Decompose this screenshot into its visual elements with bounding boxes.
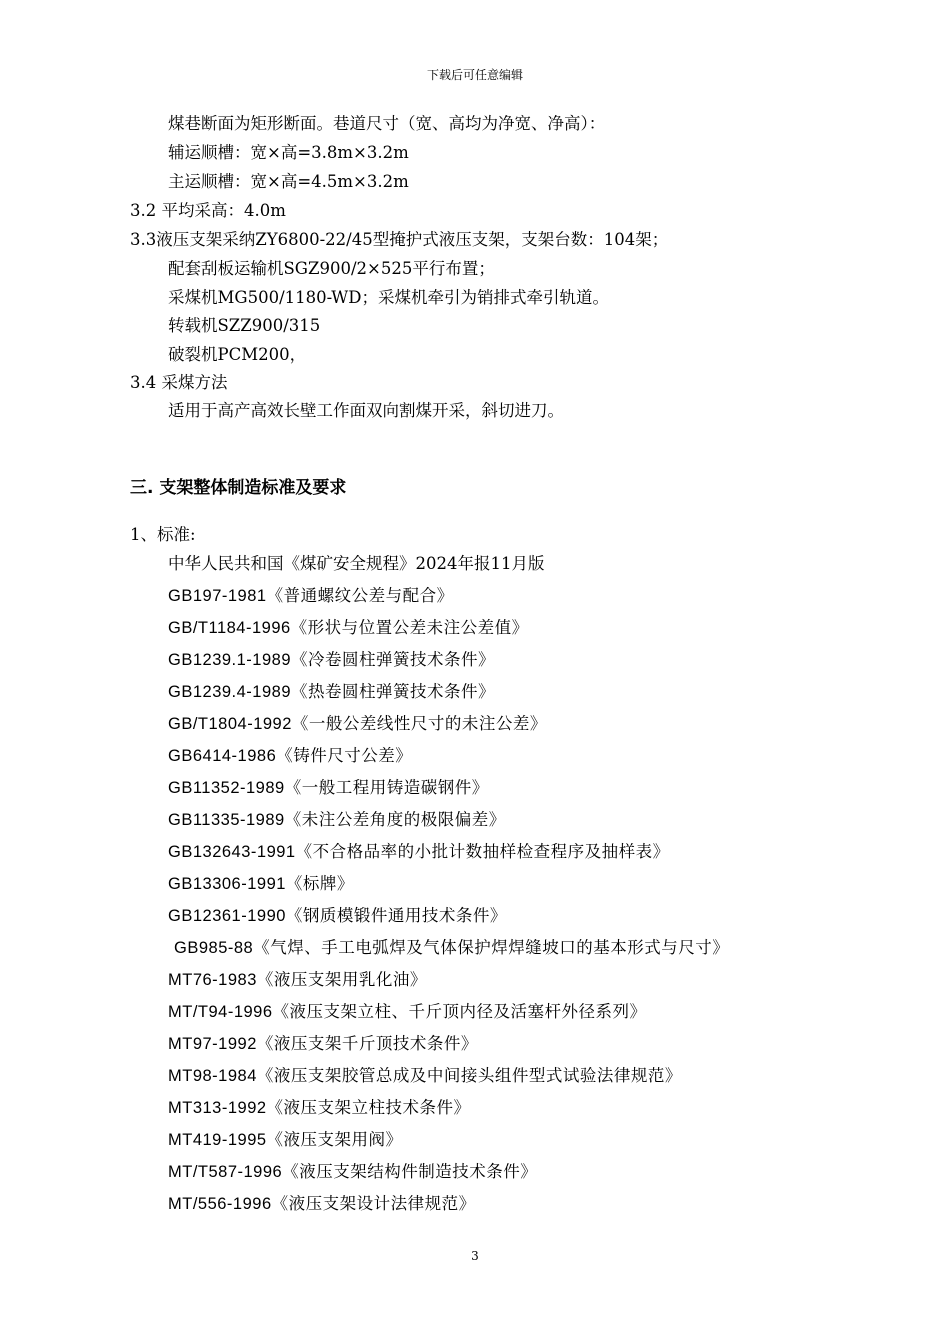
standard-item: GB1239.1-1989《冷卷圆柱弹簧技术条件》 xyxy=(168,651,496,669)
standard-item: 中华人民共和国《煤矿安全规程》2024年报11月版 xyxy=(168,554,545,573)
standard-item: GB/T1804-1992《一般公差线性尺寸的未注公差》 xyxy=(168,715,547,733)
standard-item: MT97-1992《液压支架千斤顶技术条件》 xyxy=(168,1035,478,1053)
section-line: 转载机SZZ900/315 xyxy=(168,316,321,335)
section-line: 3.2 平均采高：4.0m xyxy=(130,201,286,220)
section-line: 适用于高产高效长壁工作面双向割煤开采，斜切进刀。 xyxy=(168,401,564,420)
section-line: 辅运顺槽：宽×高=3.8m×3.2m xyxy=(168,143,409,162)
section-heading: 三. 支架整体制造标准及要求 xyxy=(130,478,347,498)
page-number: 3 xyxy=(471,1249,479,1263)
section-line: 采煤机MG500/1180-WD；采煤机牵引为销排式牵引轨道。 xyxy=(168,288,609,307)
standard-item: GB1239.4-1989《热卷圆柱弹簧技术条件》 xyxy=(168,683,496,701)
section-line: 主运顺槽：宽×高=4.5m×3.2m xyxy=(168,172,409,191)
standard-item: GB12361-1990《钢质模锻件通用技术条件》 xyxy=(168,907,507,925)
standard-item: GB11352-1989《一般工程用铸造碳钢件》 xyxy=(168,779,489,797)
standard-item: MT/T94-1996《液压支架立柱、千斤顶内径及活塞杆外径系列》 xyxy=(168,1003,647,1021)
section-line: 3.3液压支架采纳ZY6800-22/45型掩护式液压支架，支架台数：104架； xyxy=(130,230,669,249)
standard-item: MT419-1995《液压支架用阀》 xyxy=(168,1131,403,1149)
standard-item: MT98-1984《液压支架胶管总成及中间接头组件型式试验法律规范》 xyxy=(168,1067,682,1085)
section-line: 3.4 采煤方法 xyxy=(130,373,228,392)
standard-item: GB13306-1991《标牌》 xyxy=(168,875,354,893)
standard-item: MT76-1983《液压支架用乳化油》 xyxy=(168,971,427,989)
section-line: 煤巷断面为矩形断面。巷道尺寸（宽、高均为净宽、净高）： xyxy=(168,114,606,133)
section-line: 破裂机PCM200， xyxy=(168,345,307,364)
standard-item: MT313-1992《液压支架立柱技术条件》 xyxy=(168,1099,471,1117)
standard-item: MT/T587-1996《液压支架结构件制造技术条件》 xyxy=(168,1163,538,1181)
standard-item: GB11335-1989《未注公差角度的极限偏差》 xyxy=(168,811,506,829)
standard-item: GB132643-1991《不合格品率的小批计数抽样检查程序及抽样表》 xyxy=(168,843,670,861)
standard-item: GB985-88《气焊、手工电弧焊及气体保护焊焊缝坡口的基本形式与尺寸》 xyxy=(174,939,730,957)
standard-item: GB197-1981《普通螺纹公差与配合》 xyxy=(168,587,454,605)
standard-item: MT/556-1996《液压支架设计法律规范》 xyxy=(168,1195,476,1213)
page-header: 下载后可任意编辑 xyxy=(426,68,523,82)
standard-item: GB/T1184-1996《形状与位置公差未注公差值》 xyxy=(168,619,529,637)
standards-intro: 1、标准: xyxy=(130,525,196,544)
section-line: 配套刮板运输机SGZ900/2×525平行布置； xyxy=(168,259,495,278)
standard-item: GB6414-1986《铸件尺寸公差》 xyxy=(168,747,413,765)
